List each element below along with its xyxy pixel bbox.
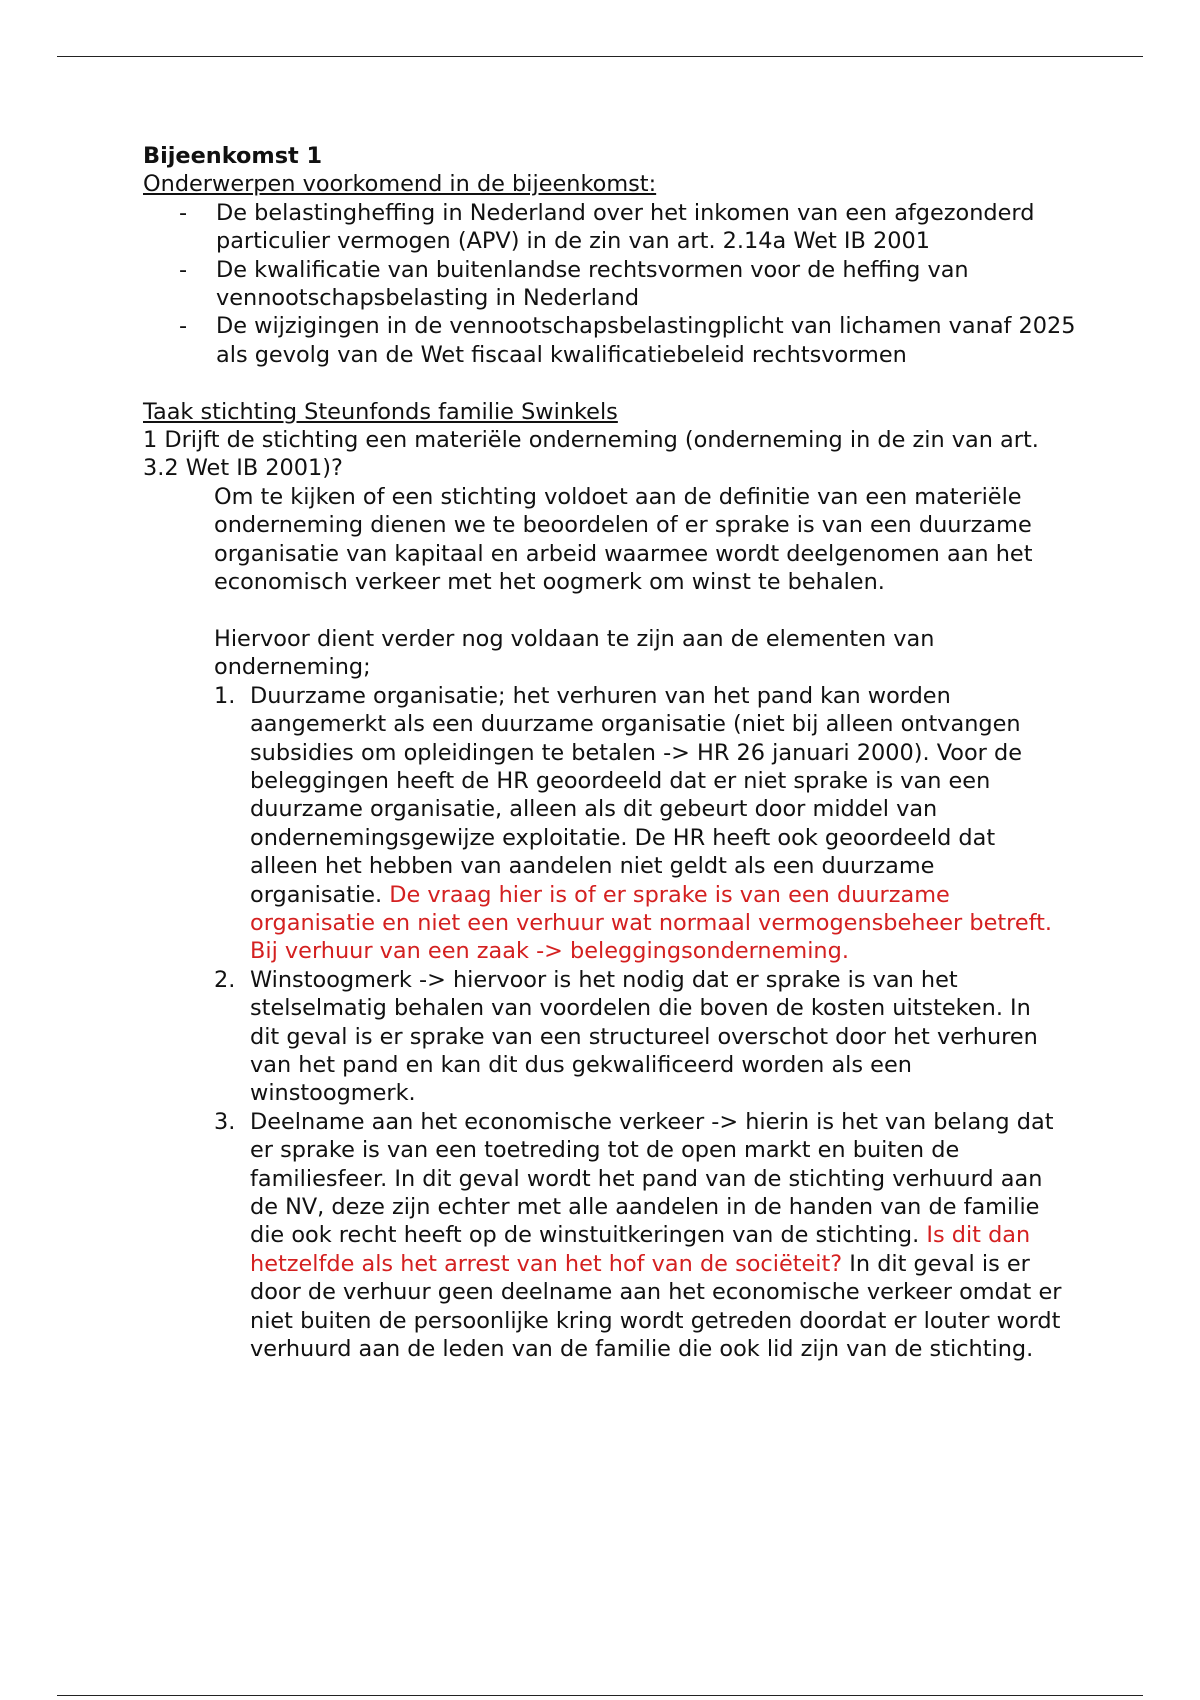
list-dash: - bbox=[179, 256, 188, 283]
list-item bbox=[143, 199, 1096, 256]
item-number: 3. bbox=[214, 1108, 236, 1135]
list-item bbox=[143, 256, 1096, 313]
intro-paragraph: Om te kijken of een stichting voldoet aan de definitie van een materiële onderneming dienen we te beoordelen of er sprake is van een duurzame organisatie van kapitaal en arbeid waarmee wordt deelgenomen aan het economisch verkeer met het oogmerk om winst te behalen. bbox=[214, 483, 1033, 596]
elements-intro: Hiervoor dient verder nog voldaan te zijn aan de elementen van onderneming; bbox=[214, 625, 935, 681]
item-number: 1. bbox=[214, 682, 236, 709]
topic-text: De wijzigingen in de vennootschapsbelastingplicht van lichamen vanaf 2025 als gevolg van de Wet fiscaal kwalificatiebeleid rechtsvormen bbox=[216, 313, 1076, 368]
task-title: Taak stichting Steunfonds familie Swinkels bbox=[143, 398, 618, 425]
header-rule bbox=[57, 56, 1143, 57]
topics-title: Onderwerpen voorkomend in de bijeenkomst: bbox=[143, 171, 657, 198]
element-text: Winstoogmerk -> hiervoor is het nodig dat er sprake is van het stelselmatig behalen van voordelen die boven de kosten uitsteken. In dit geval is er sprake van een structureel overschot door het verhuren van het pand en kan dit dus gekwalificeerd worden als een winstoogmerk. bbox=[250, 966, 1038, 1107]
spacer bbox=[143, 596, 1073, 624]
annotation-note: Is dit dan hetzelfde als het arrest van het hof van de sociëteit? bbox=[250, 1222, 1031, 1277]
annotation-note: De vraag hier is of er sprake is van een duurzame organisatie en niet een verhuur wat normaal vermogensbeheer betreft. Bij verhuur van een zaak -> beleggingsonderneming. bbox=[250, 881, 1053, 965]
list-item bbox=[214, 682, 1062, 966]
element-text: Duurzame organisatie; het verhuren van het pand kan worden aangemerkt als een duurzame organisatie (niet bij alleen ontvangen subsidies om opleidingen te betalen -> HR 26 januari 2000). Voor de beleggingen heeft de HR geoordeeld dat er niet sprake is van een duurzame organisatie, alleen als dit gebeurt door middel van ondernemingsgewijze exploitatie. De HR heeft ook geoordeeld dat alleen het hebben van aandelen niet geldt als een duurzame organisatie. bbox=[250, 682, 1022, 908]
topic-text: De kwalificatie van buitenlandse rechtsvormen voor de heffing van vennootschapsbelasting in Nederland bbox=[216, 256, 969, 312]
list-item bbox=[214, 966, 1062, 1108]
list-dash: - bbox=[179, 199, 188, 226]
topic-text: De belastingheffing in Nederland over het inkomen van een afgezonderd particulier vermogen (APV) in de zin van art. 2.14a Wet IB 2001 bbox=[216, 199, 1035, 255]
document-body bbox=[143, 142, 1076, 1363]
item-number: 2. bbox=[214, 966, 236, 993]
topics-list bbox=[143, 199, 1076, 369]
elements-list bbox=[143, 682, 1073, 1364]
footer-rule bbox=[57, 1695, 1143, 1696]
page-heading: Bijeenkomst 1 bbox=[143, 143, 323, 169]
list-item bbox=[214, 1108, 1062, 1364]
question: 1 Drijft de stichting een materiële onderneming (onderneming in de zin van art. 3.2 Wet IB 2001)? bbox=[143, 427, 1039, 482]
element-text: Deelname aan het economische verkeer -> hierin is het van belang dat er sprake is van een toetreding tot de open markt en buiten de familiesfeer. In dit geval wordt het pand van de stichting verhuurd aan de NV, deze zijn echter met alle aandelen in de handen van de familie die ook recht heeft op de winstuitkeringen van de stichting. bbox=[250, 1108, 1054, 1249]
element-text-continued: In dit geval is er door de verhuur geen deelname aan het economische verkeer omdat er niet buiten de persoonlijke kring wordt getreden doordat er louter wordt verhuurd aan de leden van de familie die ook lid zijn van de stichting. bbox=[250, 1250, 1062, 1363]
list-item bbox=[143, 312, 1096, 369]
spacer bbox=[143, 369, 1073, 397]
list-dash: - bbox=[179, 313, 188, 340]
